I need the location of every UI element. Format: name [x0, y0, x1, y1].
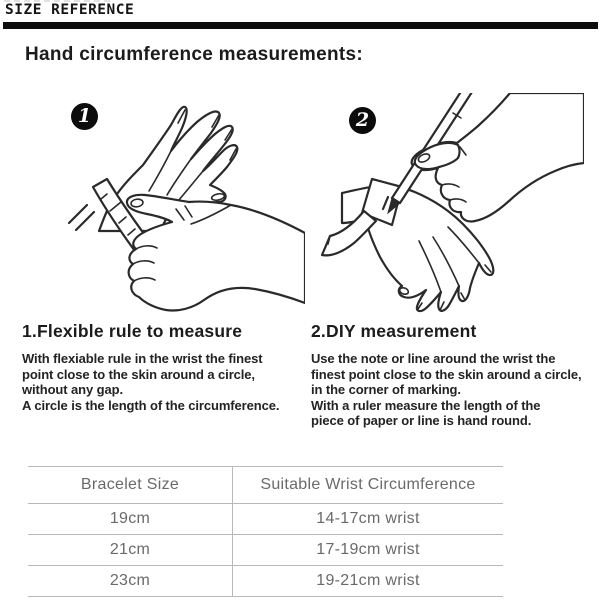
section-1-line: without any gap. [22, 382, 123, 398]
header-divider-bar [3, 22, 598, 29]
hand-with-flexible-ruler-illustration [25, 93, 305, 317]
section-1-line: point close to the skin around a circle, [22, 366, 255, 382]
section-2-heading: 2.DIY measurement [311, 321, 477, 341]
bracelet-size-value: 19cm [109, 510, 151, 527]
section-1-line: A circle is the length of the circumference. [22, 397, 280, 413]
section-2-line: With a ruler measure the length of the [311, 397, 541, 413]
step-2-badge: 2 [349, 107, 376, 134]
table-row [28, 535, 503, 566]
bracelet-size-value: 21cm [109, 541, 151, 558]
table-header-row [28, 466, 503, 504]
col-header-bracelet-size: Bracelet Size [80, 476, 180, 493]
section-flexible-rule [22, 321, 306, 413]
section-2-line: Use the note or line around the wrist the [311, 351, 556, 366]
wrist-circumference-value: 14-17cm wrist [232, 504, 503, 534]
section-2-line: in the corner of marking. [311, 382, 461, 398]
section-1-line: With flexiable rule in the wrist the finest [22, 351, 263, 366]
wrist-circumference-value: 17-19cm wrist [232, 535, 503, 565]
col-header-wrist-circumference: Suitable Wrist Circumference [232, 467, 503, 503]
bracelet-size-value: 23cm [109, 572, 151, 589]
step-1-badge: 1 [71, 103, 98, 130]
section-2-line: finest point close to the skin around a circle, [311, 366, 582, 382]
section-1-heading: 1.Flexible rule to measure [22, 321, 243, 341]
table-row [28, 566, 503, 597]
page-title: Hand circumference measurements: [25, 44, 364, 65]
bracelet-size-table [28, 466, 503, 597]
section-2-line: piece of paper or line is hand round. [311, 413, 532, 429]
section-diy-measurement [311, 321, 597, 429]
table-row [28, 504, 503, 535]
wrist-circumference-value: 19-21cm wrist [232, 566, 503, 596]
size-reference-label: SIZE REFERENCE [5, 2, 135, 18]
